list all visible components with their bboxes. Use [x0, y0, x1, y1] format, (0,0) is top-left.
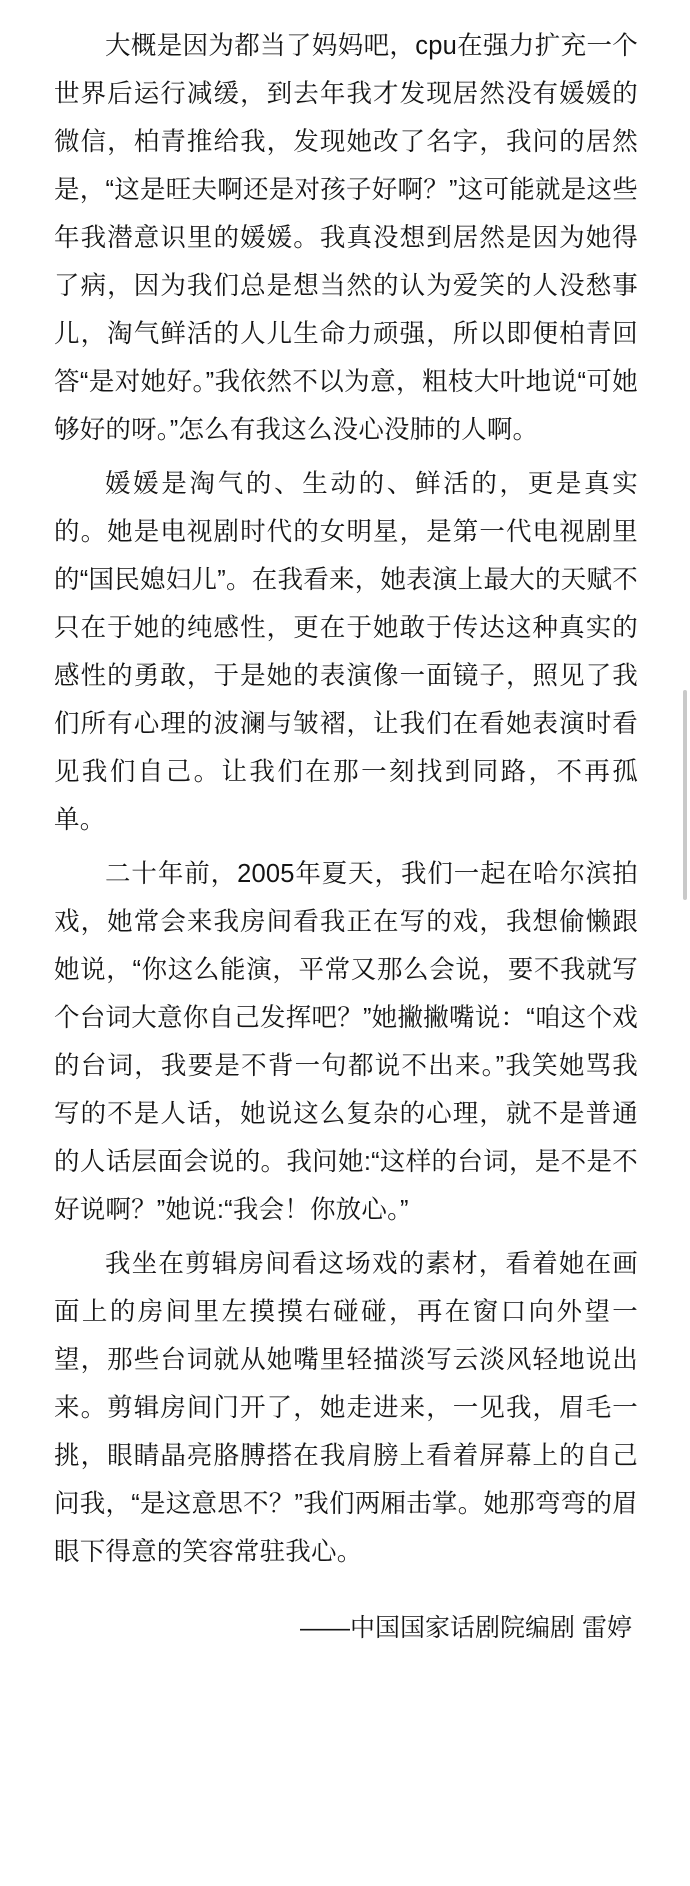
author-signature: ——中国国家话剧院编剧 雷婷: [300, 1614, 632, 1642]
paragraph: 二十年前，2005年夏天，我们一起在哈尔滨拍戏，她常会来我房间看我正在写的戏，我想偷懒跟她说，“你这么能演，平常又那么会说，要不我就写个台词大意你自己发挥吧？”她撇撇嘴说：“咱这个戏的台词，我要是不背一句都说不出来。”我笑她骂我写的不是人话，她说这么复杂的心理，就不是普通的人话层面会说的。我问她:“这样的台词，是不是不好说啊？”她说:“我会！你放心。”: [54, 860, 638, 1224]
scrollbar-track[interactable]: [683, 0, 687, 1886]
scrollbar-thumb[interactable]: [683, 690, 687, 900]
paragraph: 大概是因为都当了妈妈吧，cpu在强力扩充一个世界后运行减缓，到去年我才发现居然没有媛媛的微信，柏青推给我，发现她改了名字，我问的居然是，“这是旺夫啊还是对孩子好啊？”这可能就是这些年我潜意识里的媛媛。我真没想到居然是因为她得了病，因为我们总是想当然的认为爱笑的人没愁事儿，淘气鲜活的人儿生命力顽强，所以即便柏青回答“是对她好。”我依然不以为意，粗枝大叶地说“可她够好的呀。”怎么有我这么没心没肺的人啊。: [54, 32, 638, 444]
paragraph: 我坐在剪辑房间看这场戏的素材，看着她在画面上的房间里左摸摸右碰碰，再在窗口向外望一望，那些台词就从她嘴里轻描淡写云淡风轻地说出来。剪辑房间门开了，她走进来，一见我，眉毛一挑，眼睛晶亮胳膊搭在我肩膀上看着屏幕上的自己问我，“是这意思不？”我们两厢击掌。她那弯弯的眉眼下得意的笑容常驻我心。: [54, 1250, 638, 1566]
paragraph: 媛媛是淘气的、生动的、鲜活的，更是真实的。她是电视剧时代的女明星，是第一代电视剧里的“国民媳妇儿”。在我看来，她表演上最大的天赋不只在于她的纯感性，更在于她敢于传达这种真实的感性的勇敢，于是她的表演像一面镜子，照见了我们所有心理的波澜与皱褶，让我们在看她表演时看见我们自己。让我们在那一刻找到同路，不再孤单。: [54, 470, 638, 834]
article-body: [54, 22, 638, 1576]
